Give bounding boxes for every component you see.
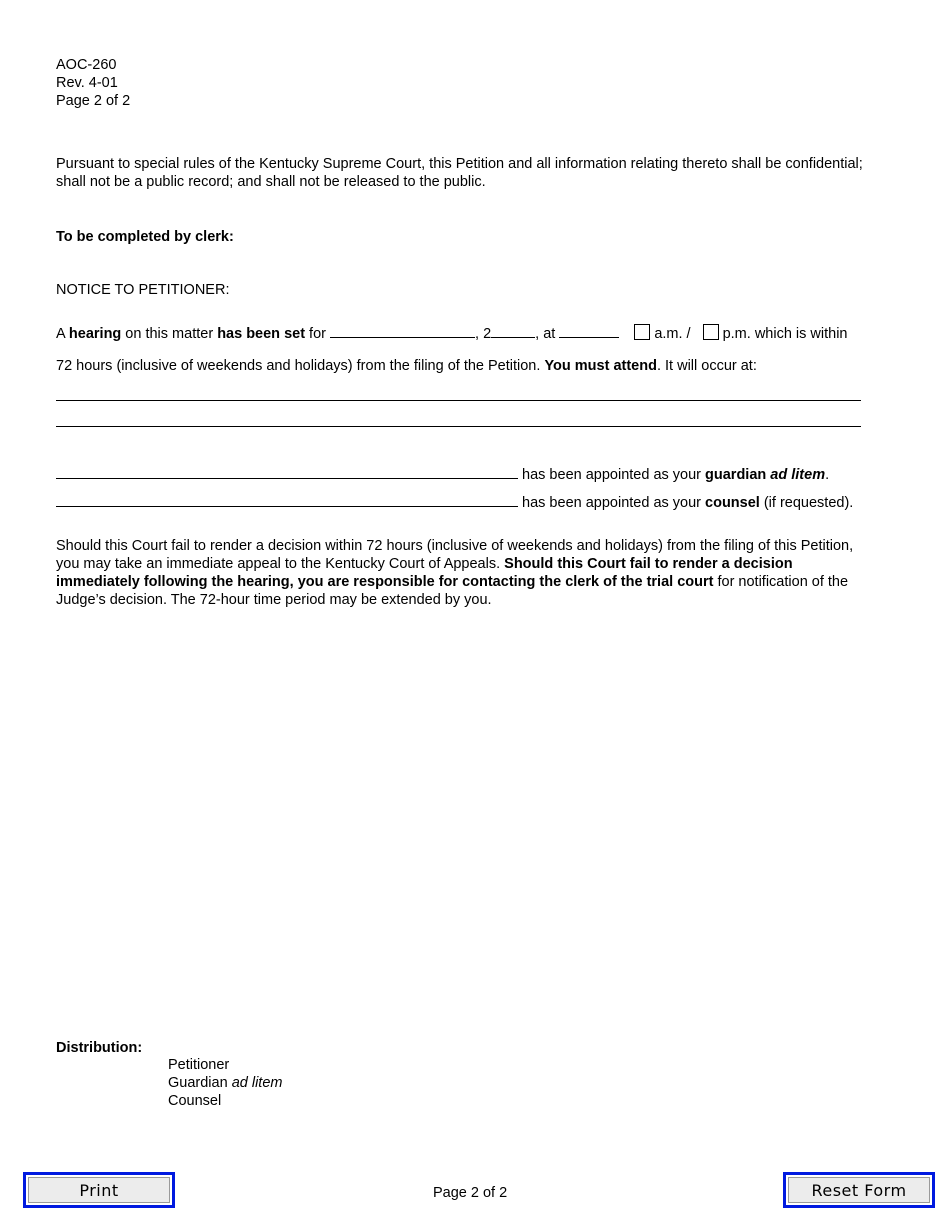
clerk-heading: To be completed by clerk:: [56, 229, 234, 245]
hearing-time-field[interactable]: [559, 323, 619, 338]
distribution-list: [168, 1056, 282, 1110]
decision-paragraph: Should this Court fail to render a decision within 72 hours (inclusive of weekends and holidays) from the filing of this Petition, you may take an immediate appeal to the Kentucky Court of Appeals. Should this Court fail to render a decision immediately following the hearing, you are responsible for contacting the clerk of the trial court for notification of the Judge’s decision. The 72-hour time period may be extended by you.: [56, 538, 854, 608]
footer-page-number: Page 2 of 2: [433, 1185, 508, 1201]
hearing-year-field[interactable]: [491, 323, 535, 338]
hearing-line-1: A hearing on this matter has been set for , 2 , at a.m. / p.m. which is within: [56, 323, 946, 343]
reset-form-button[interactable]: Reset Form: [783, 1172, 935, 1208]
pm-checkbox[interactable]: [703, 324, 719, 340]
location-line-1[interactable]: [56, 400, 861, 401]
distribution-guardian: Guardian ad litem: [168, 1075, 283, 1091]
hearing-line-2: 72 hours (inclusive of weekends and holidays) from the filing of the Petition. You must attend. It will occur at:: [56, 358, 757, 374]
distribution-label: Distribution:: [56, 1040, 143, 1056]
distribution-petitioner: Petitioner: [168, 1057, 230, 1073]
am-checkbox[interactable]: [634, 324, 650, 340]
hearing-date-field[interactable]: [330, 323, 475, 338]
distribution-counsel: Counsel: [168, 1093, 222, 1109]
guardian-appointment: has been appointed as your guardian ad litem.: [56, 464, 829, 484]
form-header: [56, 56, 130, 110]
print-button[interactable]: Print: [23, 1172, 175, 1208]
must-attend-bold: You must attend: [544, 358, 657, 374]
notice-heading: NOTICE TO PETITIONER:: [56, 282, 230, 298]
hearing-bold: hearing: [68, 326, 122, 342]
am-label: a.m. /: [654, 326, 691, 342]
counsel-name-field[interactable]: [56, 492, 518, 507]
has-been-set-bold: has been set: [217, 326, 306, 342]
guardian-name-field[interactable]: [56, 464, 518, 479]
confidentiality-notice: Pursuant to special rules of the Kentucky Supreme Court, this Petition and all information relating thereto shall be confidential; shall not be a public record; and shall not be released to the public.: [56, 156, 863, 190]
header-page-number: Page 2 of 2: [56, 93, 131, 109]
pm-label: p.m. which is within: [722, 326, 848, 342]
form-number: AOC-260: [56, 57, 117, 73]
location-line-2[interactable]: [56, 426, 861, 427]
counsel-appointment: has been appointed as your counsel (if requested).: [56, 492, 853, 512]
form-revision: Rev. 4-01: [56, 75, 118, 91]
